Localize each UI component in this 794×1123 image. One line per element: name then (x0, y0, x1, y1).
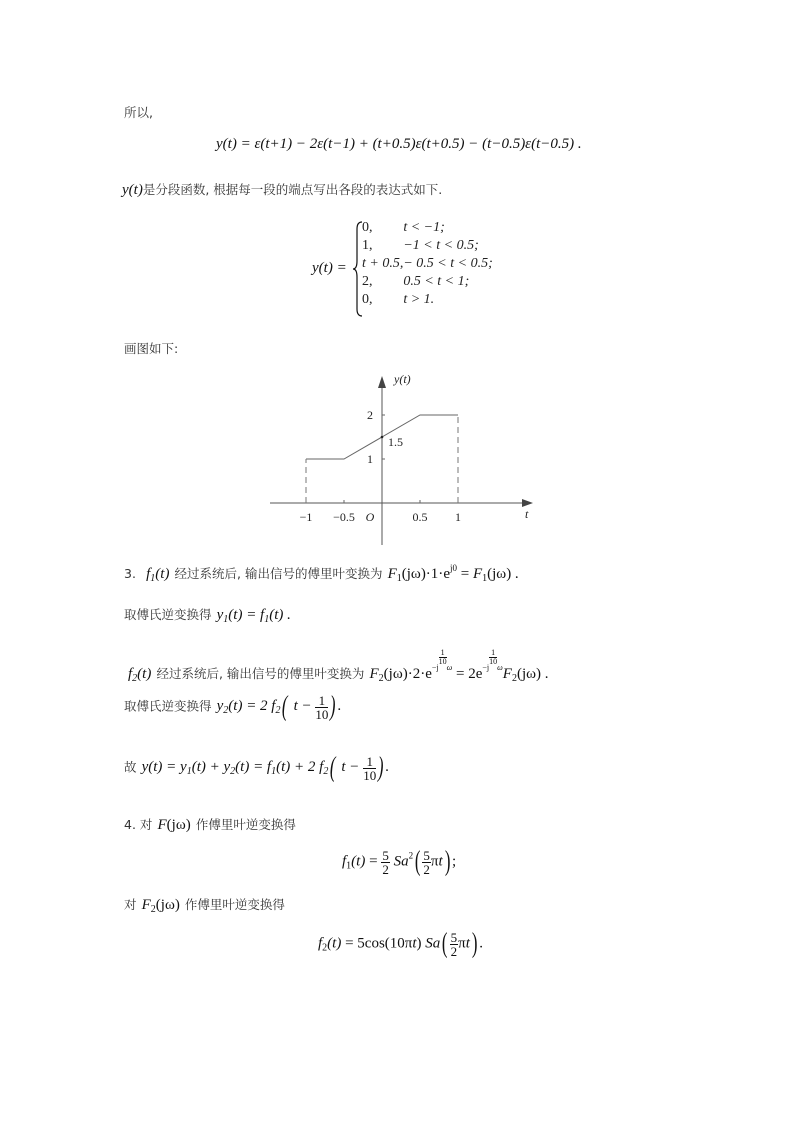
item3-line3 (128, 649, 548, 684)
y-axis-label: y(t) (394, 372, 411, 386)
frac-num: 5 (423, 847, 430, 863)
case-value: 0, (362, 292, 373, 307)
f2-symbol: $f_2(t)$ (128, 666, 152, 684)
item3-math1: $F_1(j\omega)\cdot 1\cdot e^{j0} = F_1(j\omega)$ . (387, 563, 519, 584)
F-letter: F (387, 566, 397, 582)
x-axis-arrow-icon (522, 499, 533, 507)
item4-line1 (124, 814, 296, 834)
piecewise-intro-text: 是分段函数, 根据每一段的端点写出各段的表达式如下. (142, 182, 443, 197)
case-value: t + 0.5, (362, 256, 404, 271)
case-row (362, 273, 493, 291)
eq-lhs: y(t) = (216, 136, 255, 152)
frac-num: 1 (315, 694, 328, 708)
item4-text1a: 4. 对 (124, 817, 153, 832)
item4-line2 (124, 894, 285, 915)
item3-text2: 取傅氏逆变换得 (124, 607, 212, 622)
annotation-point (381, 436, 384, 439)
item3-line5 (124, 752, 389, 784)
subscript: 1 (150, 573, 156, 584)
equation-y-of-t (216, 136, 582, 153)
text-suoyi: 所以, (124, 105, 153, 120)
item4-text1b: 作傅里叶逆变换得 (195, 817, 296, 832)
argument: (t) (155, 566, 170, 582)
item3-math3: $F_2(j\omega)\cdot 2\cdot e^{-j \frac{1}{10} \omega} = 2e^{-j \frac{1}{10} \omega}F_2(j\omega)$ . (369, 648, 549, 684)
case-value: 0, (362, 220, 373, 235)
x-tick-label: −1 (299, 510, 313, 524)
item3-text1: 经过系统后, 输出信号的傅里叶变换为 (174, 566, 383, 581)
case-condition: 0.5 < t < 1; (403, 274, 470, 289)
jw: jω (406, 566, 421, 582)
frac-den: 2 (450, 943, 458, 959)
chart-labels (300, 372, 529, 524)
sa-function: Sa (425, 935, 441, 952)
jw: jω (160, 897, 175, 913)
frac-den: 10 (438, 657, 447, 666)
y-tick-label: 1 (367, 452, 373, 466)
draw-intro: 画图如下: (124, 341, 179, 356)
case-row (362, 219, 493, 237)
omega: ω (446, 663, 453, 672)
case-value: 2, (362, 274, 373, 289)
annotation-label: 1.5 (388, 435, 403, 449)
e-letter: e (443, 566, 450, 582)
item3-math4: $y_2(t) = 2$ $f_2$( t − $\frac{1}{10}$ ) . (216, 691, 342, 722)
frac-num: 1 (491, 648, 496, 657)
item3-text5: 故 (124, 759, 137, 775)
item3-line4 (124, 691, 341, 723)
frac-num: 5 (382, 847, 389, 863)
omega: ω (497, 663, 503, 672)
case-condition: t < −1; (403, 220, 445, 235)
item4-math2: $F_2(j\omega)$ (141, 897, 180, 915)
frac-num: 1 (440, 648, 445, 657)
piecewise-intro (122, 179, 442, 199)
jw: jω (521, 666, 536, 682)
y-tick-label: 2 (367, 408, 373, 422)
f1-symbol (146, 566, 169, 582)
case-row (362, 237, 493, 255)
frac-den: 10 (315, 706, 329, 722)
item4-eq1: $f_1(t)$ = $\frac{5}{2}$ Sa$^2$( $\frac{5}{2}$ πt) ; (342, 846, 457, 877)
y-axis-arrow-icon (378, 376, 386, 388)
item3-math5: $y(t) = y_1(t) + y_2(t) = f_1(t) + 2$ $f_2$( t − $\frac{1}{10}$ ) . (141, 752, 390, 783)
exponent (482, 648, 503, 672)
x-tick-label: 0.5 (412, 510, 428, 524)
x-tick-label: 1 (455, 510, 461, 524)
frac-den: 2 (382, 861, 389, 877)
exponent: j0 (449, 563, 457, 573)
item3-math2: $y_1(t) = f_1(t)$ . (216, 607, 291, 625)
eq-rhs: ε(t+1) − 2ε(t−1) + (t+0.5)ε(t+0.5) − (t−0.5)ε(t−0.5) . (254, 136, 582, 152)
item3-number: 3. (124, 566, 136, 581)
piecewise-lhs: y(t) = (312, 260, 347, 276)
case-condition: −1 < t < 0.5; (403, 238, 479, 253)
item3-text4: 取傅氏逆变换得 (124, 698, 212, 714)
chart-y-of-t (260, 360, 550, 550)
piecewise-intro-math: y(t) (122, 182, 143, 198)
piecewise-cases (362, 219, 493, 309)
jw: jω (492, 566, 507, 582)
item4-text2a: 对 (124, 897, 137, 912)
case-row (362, 255, 493, 273)
minus-j: −j (482, 663, 490, 672)
item3-text3: 经过系统后, 输出信号的傅里叶变换为 (156, 666, 365, 681)
frac-num: 5 (450, 929, 458, 945)
jw: jω (171, 817, 186, 833)
x-tick-label: −0.5 (333, 510, 355, 524)
frac-den: 10 (363, 767, 377, 783)
f-letter: f (146, 566, 151, 582)
minus-j: −j (431, 663, 439, 672)
F-letter: F (472, 566, 483, 582)
frac-den: 2 (423, 861, 430, 877)
frac-num: 1 (363, 755, 376, 769)
item4-math1: F(jω) (157, 817, 191, 833)
case-condition: t > 1. (403, 292, 435, 307)
case-row (362, 291, 493, 309)
x-axis-label: t (525, 507, 529, 521)
exponent (431, 648, 453, 672)
sa-function: Sa (393, 853, 409, 870)
case-condition: − 0.5 < t < 0.5; (403, 256, 493, 271)
item4-eq2: $f_2(t) = 5\cos(10\pi t)$ Sa( $\frac{5}{2}$ πt) . (318, 928, 483, 959)
jw: jω (388, 666, 403, 682)
item3-line1 (124, 563, 519, 584)
x-tick-label: O (365, 510, 375, 524)
frac-den: 10 (489, 657, 498, 666)
item3-line2 (124, 604, 291, 625)
item4-text2b: 作傅里叶逆变换得 (184, 897, 285, 912)
case-value: 1, (362, 238, 373, 253)
